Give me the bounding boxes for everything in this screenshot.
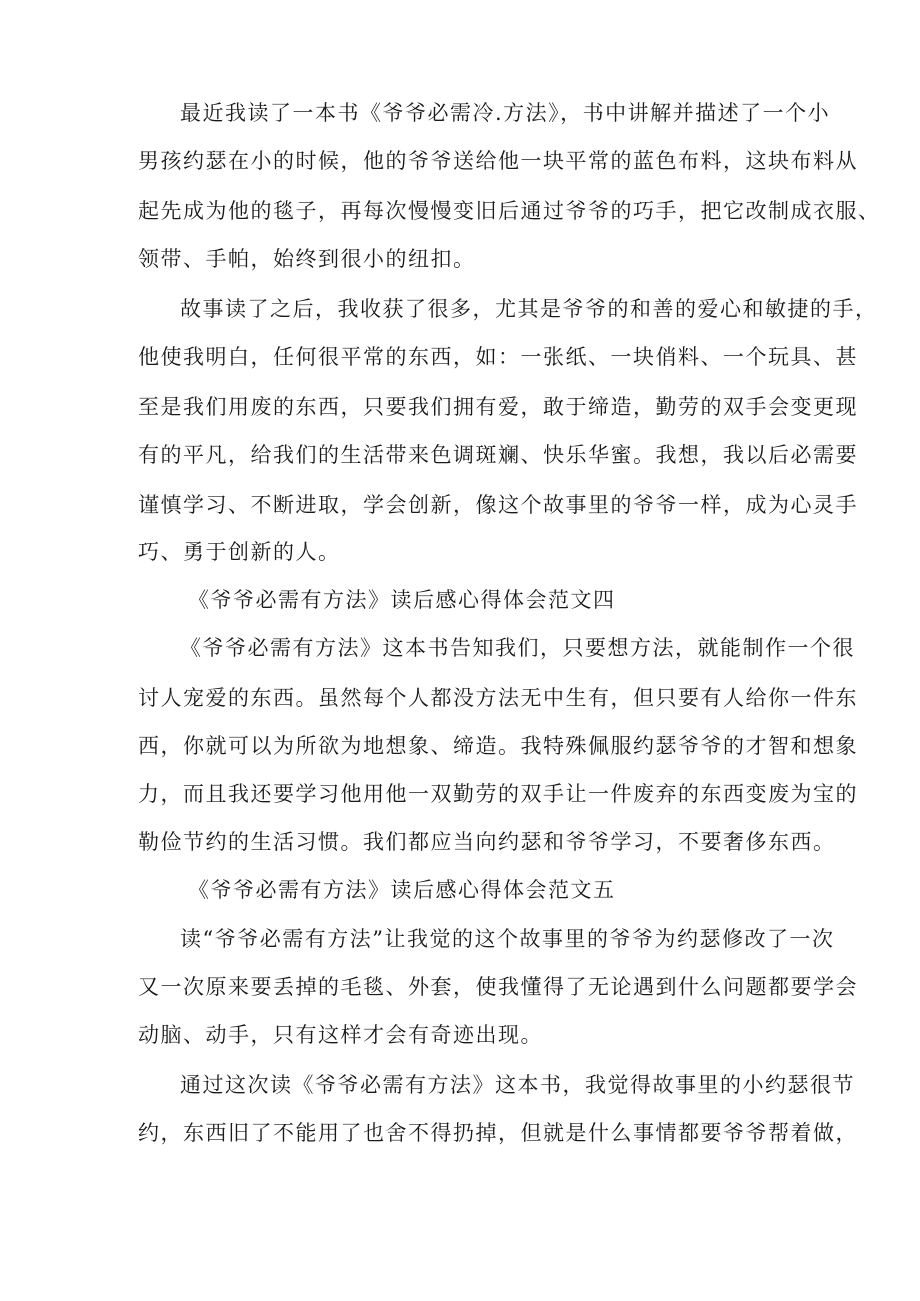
- text-line: 力，而且我还要学习他用他一双勤劳的双手让一件废弃的东西变废为宝的: [138, 782, 858, 806]
- text-line: 有的平凡，给我们的生活带来色调斑斓、快乐华蜜。我想，我以后必需要: [138, 443, 858, 467]
- text-line: 勒俭节约的生活习惯。我们都应当向约瑟和爷爷学习，不要奢侈东西。: [138, 830, 836, 854]
- text-line: 男孩约瑟在小的时候，他的爷爷送给他一块平常的蓝色布料，这块布料从: [138, 149, 858, 173]
- text-line: 又一次原来要丢掉的毛毯、外套，使我懂得了无论遇到什么问题都要学会: [138, 975, 858, 999]
- text-line: 西，你就可以为所欲为地想象、缔造。我特殊佩服约瑟爷爷的才智和想象: [138, 734, 858, 758]
- text-line: 至是我们用废的东西，只要我们拥有爱，敢于缔造，勤劳的双手会变更现: [138, 395, 858, 419]
- text-line: 领带、手帕，始终到很小的纽扣。: [138, 247, 476, 271]
- text-line: 起先成为他的毯子，再每次慢慢变旧后通过爷爷的巧手，把它改制成衣服、: [138, 199, 881, 223]
- text-line: 约，东西旧了不能用了也舍不得扔掉，但就是什么事情都要爷爷帮着做，: [138, 1121, 858, 1145]
- section-heading: 《爷爷必需有方法》读后感心得体会范文五: [188, 878, 616, 902]
- text-line: 讨人宠爱的东西。虽然每个人都没方法无中生有，但只要有人给你一件东: [138, 686, 858, 710]
- section-heading: 《爷爷必需有方法》读后感心得体会范文四: [188, 588, 616, 612]
- text-line: 故事读了之后，我收获了很多，尤其是爷爷的和善的爱心和敏捷的手，: [180, 297, 878, 321]
- text-line: 他使我明白，任何很平常的东西，如：一张纸、一块俏料、一个玩具、甚: [138, 345, 858, 369]
- text-line: 谨慎学习、不断进取，学会创新，像这个故事里的爷爷一样，成为心灵手: [138, 493, 858, 517]
- text-line: 《爷爷必需有方法》这本书告知我们，只要想方法，就能制作一个很: [180, 636, 855, 660]
- text-line: 巧、勇于创新的人。: [138, 540, 341, 564]
- text-line: 读“爷爷必需有方法”让我觉的这个故事里的爷爷为约瑟修改了一次: [180, 927, 835, 951]
- text-line: 动脑、动手，只有这样才会有奇迹出现。: [138, 1023, 543, 1047]
- text-line: 最近我读了一本书《爷爷必需冷.方法》，书中讲解并描述了一个小: [180, 101, 831, 125]
- text-line: 通过这次读《爷爷必需有方法》这本书，我觉得故事里的小约瑟很节: [180, 1073, 855, 1097]
